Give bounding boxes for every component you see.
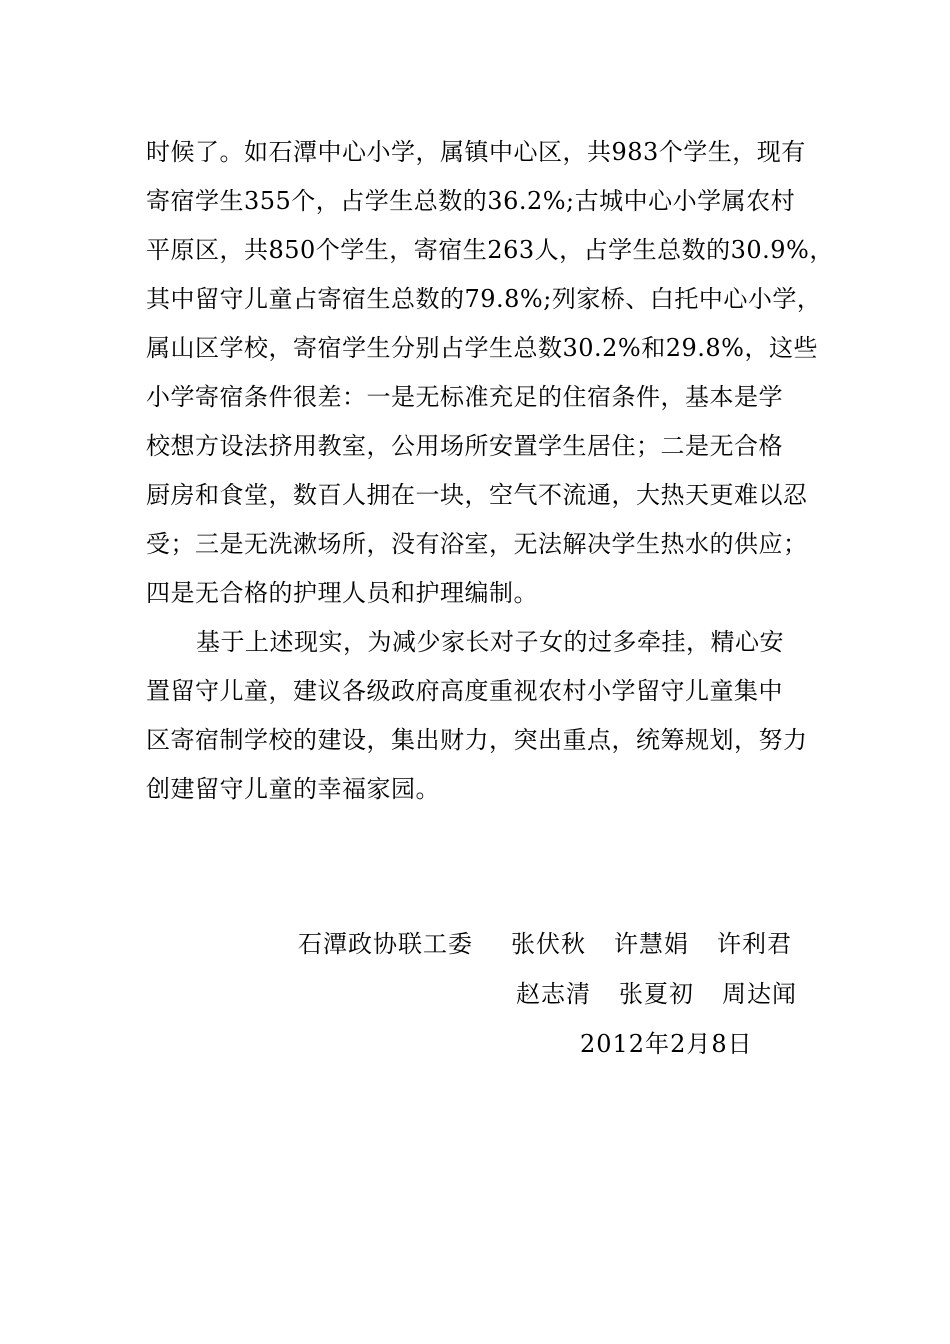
paragraph-line: 受；三是无洗漱场所，没有浴室，无法解决学生热水的供应； [146,530,808,558]
signature-row-1 [298,920,792,968]
paragraph-line: 属山区学校，寄宿学生分别占学生总数30.2%和29.8%，这些 [146,334,818,362]
signature-name: 许慧娟 [614,930,689,958]
paragraph-line: 平原区，共850个学生，寄宿生263人，占学生总数的30.9%， [146,236,834,264]
body-text [146,128,834,814]
signature-name: 许利君 [717,930,792,958]
paragraph-line: 寄宿学生355个，占学生总数的36.2%;古城中心小学属农村 [146,187,796,215]
paragraph-line: 时候了。如石潭中心小学，属镇中心区，共983个学生，现有 [146,138,806,166]
paragraph-line: 其中留守儿童占寄宿生总数的79.8%;列家桥、白托中心小学， [146,285,822,313]
signature-name: 张伏秋 [511,930,586,958]
paragraph-line: 小学寄宿条件很差：一是无标准充足的住宿条件，基本是学 [146,383,783,411]
signature-name: 赵志清 [516,980,591,1008]
paragraph-line: 校想方设法挤用教室，公用场所安置学生居住；二是无合格 [146,432,783,460]
paragraph-line: 厨房和食堂，数百人拥在一块，空气不流通，大热天更难以忍 [146,481,808,509]
paragraph-line: 区寄宿制学校的建设，集出财力，突出重点，统筹规划，努力 [146,726,808,754]
signature-name: 周达闻 [722,980,797,1008]
paragraph-line: 置留守儿童，建议各级政府高度重视农村小学留守儿童集中 [146,677,783,705]
signature-organization: 石潭政协联工委 [298,930,473,958]
paragraph-line: 四是无合格的护理人员和护理编制。 [146,579,538,607]
paragraph-line: 基于上述现实，为减少家长对子女的过多牵挂，精心安 [196,628,784,656]
signature-name: 张夏初 [619,980,694,1008]
signature-date: 2012年2月8日 [580,1030,753,1058]
paragraph-line: 创建留守儿童的幸福家园。 [146,775,440,803]
signature-row-2 [516,970,797,1018]
